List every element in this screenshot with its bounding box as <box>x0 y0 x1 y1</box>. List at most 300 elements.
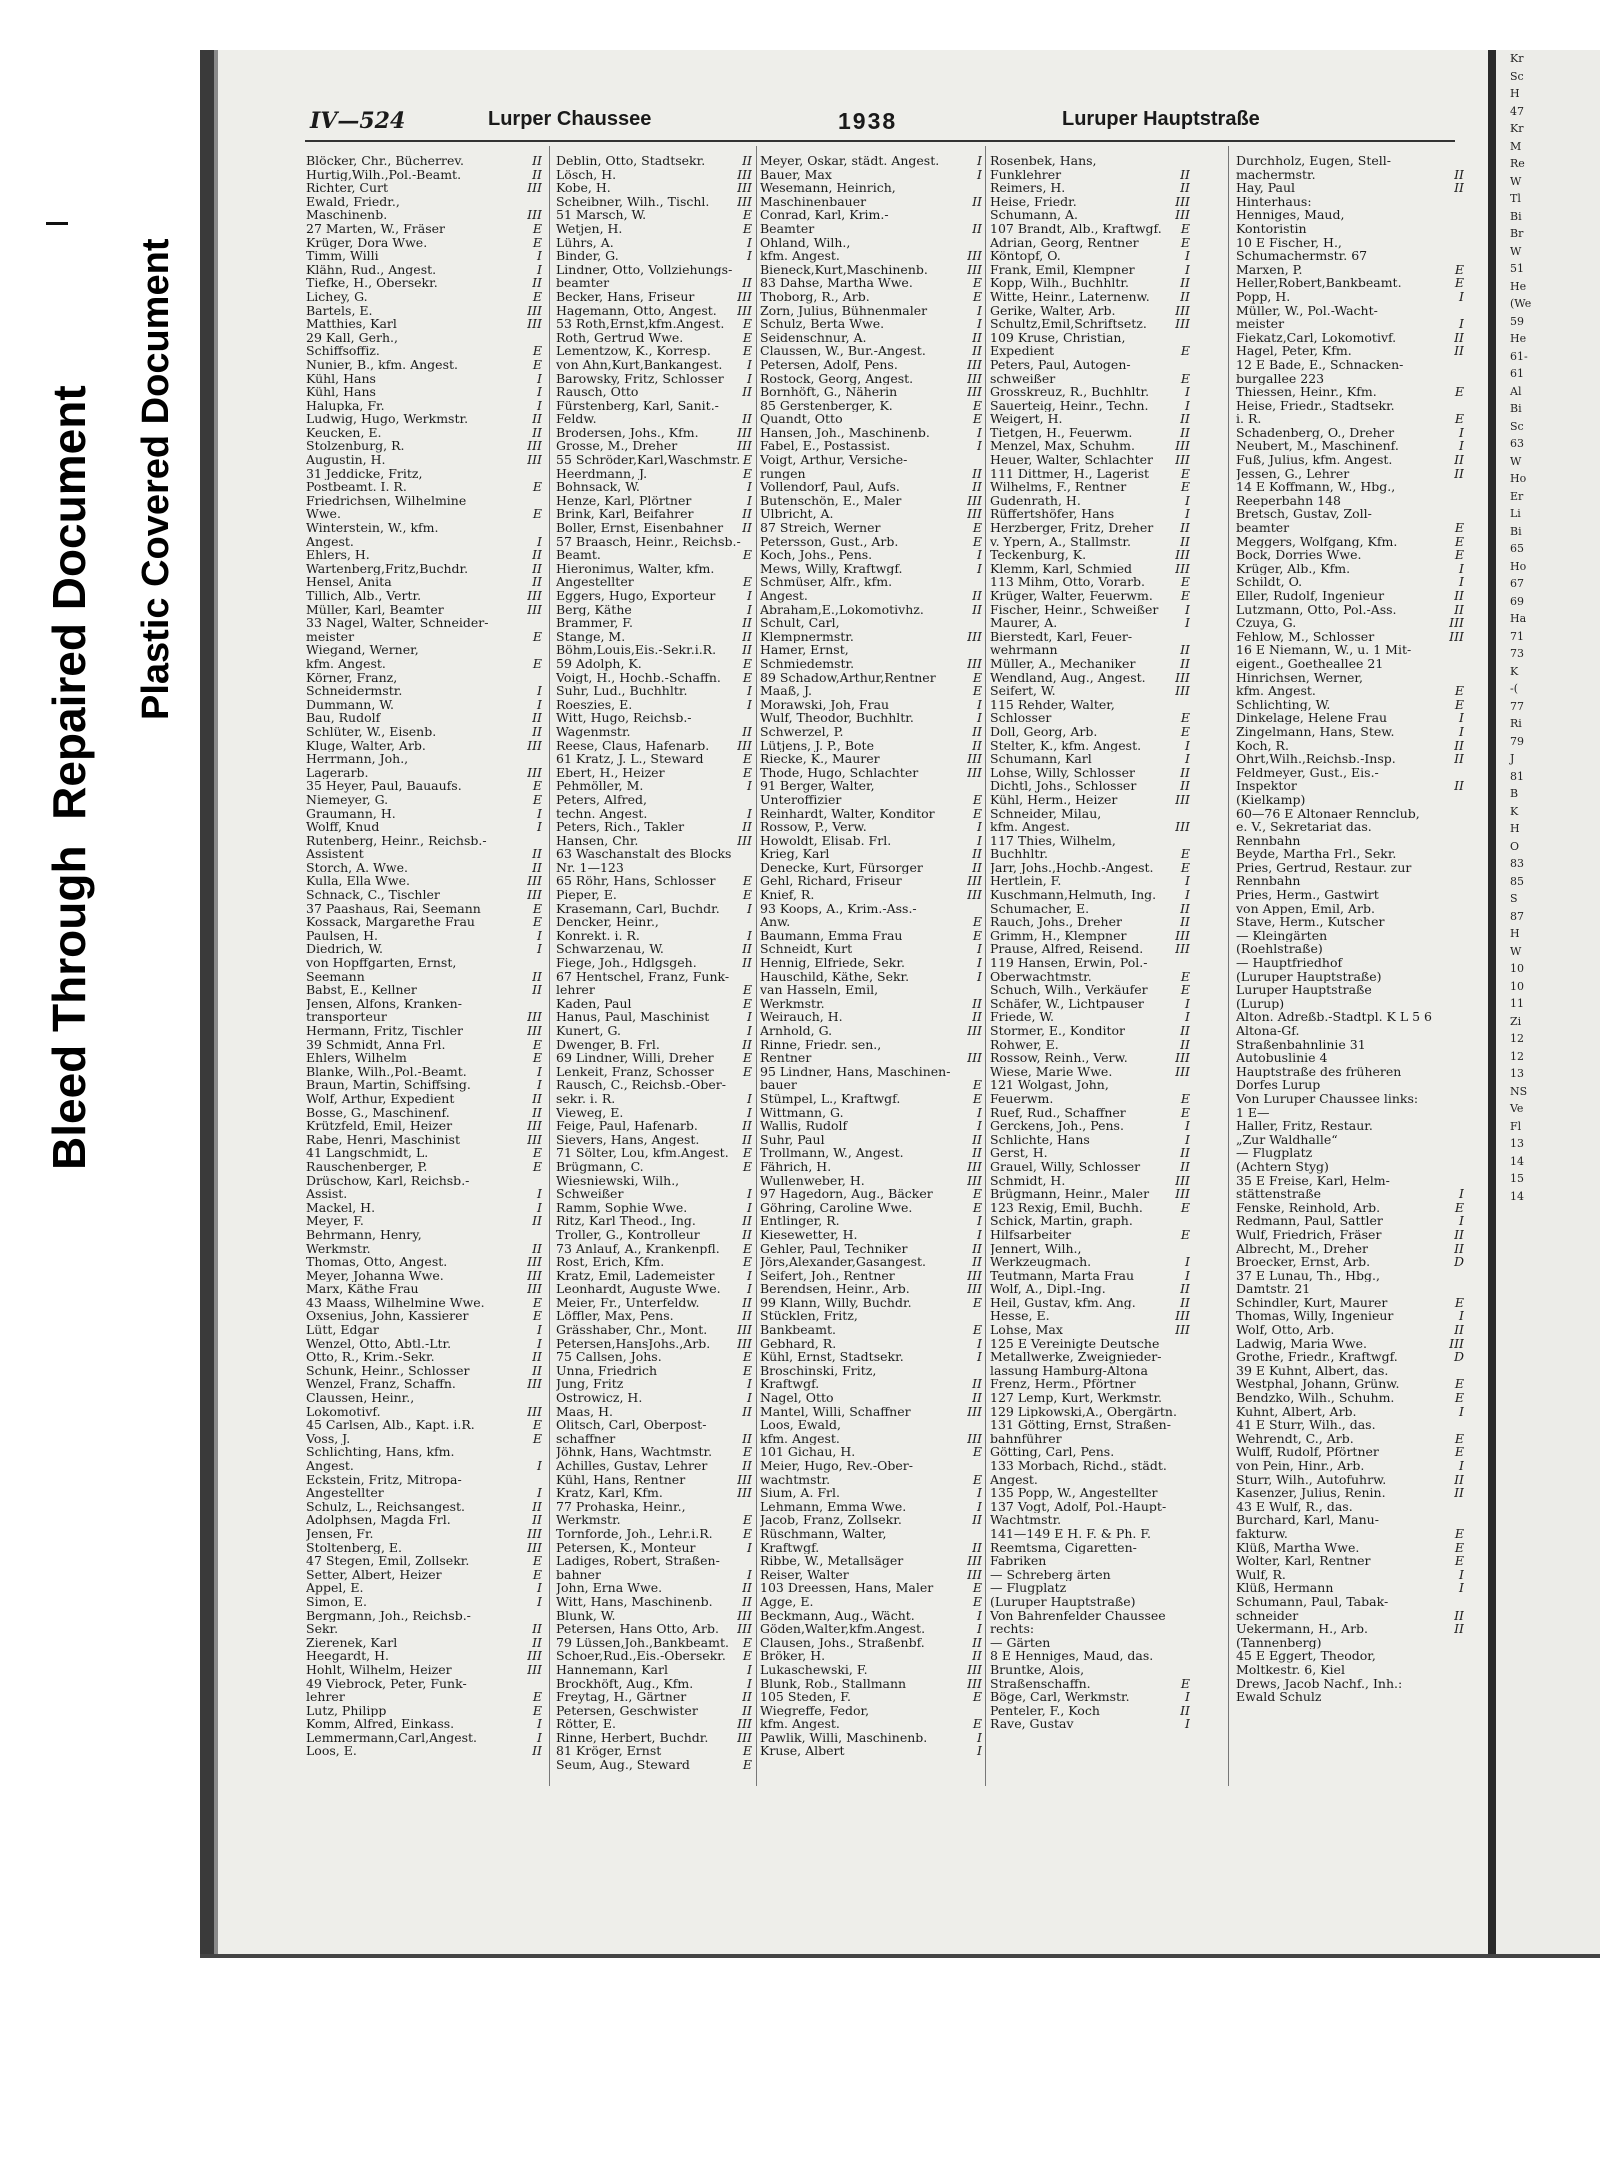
floor-marker: E <box>742 656 752 671</box>
directory-entry <box>556 181 752 195</box>
directory-entry <box>1236 1024 1464 1038</box>
floor-marker: E <box>742 1159 752 1174</box>
floor-marker: E <box>1454 534 1464 549</box>
directory-entry <box>760 1677 982 1691</box>
floor-marker: E <box>972 806 982 821</box>
next-page-strip <box>1496 50 1600 1958</box>
directory-entry <box>1236 630 1464 644</box>
directory-entry <box>760 779 982 793</box>
entry-text: Wehrendt, C., Arb. <box>1236 1431 1354 1446</box>
floor-marker: II <box>532 575 542 589</box>
entry-text: Fürstenberg, Karl, Sanit.- <box>556 398 719 413</box>
floor-marker: E <box>972 1200 982 1215</box>
next-page-fragment: 59 <box>1510 314 1524 328</box>
directory-entry <box>760 739 982 753</box>
entry-text: Heil, Gustav, kfm. Ang. <box>990 1295 1136 1310</box>
directory-entry <box>760 263 982 277</box>
directory-entry <box>990 1459 1190 1473</box>
directory-entry <box>306 1323 542 1337</box>
floor-marker: E <box>1180 711 1190 725</box>
directory-entry <box>760 861 982 875</box>
entry-text: Rennbahn <box>1236 833 1301 848</box>
directory-entry <box>1236 1581 1464 1595</box>
floor-marker: III <box>737 1608 752 1623</box>
floor-marker: I <box>537 1200 542 1215</box>
floor-marker: I <box>747 1187 752 1201</box>
floor-marker: II <box>742 942 752 957</box>
entry-text: Witt, Hans, Maschinenb. <box>556 1594 713 1609</box>
floor-marker: E <box>1454 1200 1464 1215</box>
entry-text: Löffler, Max, Pens. <box>556 1309 674 1324</box>
directory-entry <box>990 1554 1190 1568</box>
entry-text: Rinne, Herbert, Buchdr. <box>556 1730 709 1745</box>
directory-entry <box>990 1038 1190 1052</box>
directory-entry <box>760 507 982 521</box>
entry-text: Friedrichsen, Wilhelmine <box>306 493 467 508</box>
floor-marker: I <box>537 1594 542 1609</box>
directory-entry <box>556 739 752 753</box>
entry-text: Tornforde, Joh., Lehr.i.R. <box>556 1526 713 1541</box>
directory-entry <box>990 1568 1190 1582</box>
entry-text: Schulz, Berta Wwe. <box>760 317 885 331</box>
floor-marker: III <box>967 1159 982 1174</box>
floor-marker: I <box>537 806 542 821</box>
floor-marker: III <box>1175 1309 1190 1324</box>
directory-entry <box>760 195 982 209</box>
entry-text: Kulla, Ella Wwe. <box>306 874 410 889</box>
directory-entry <box>990 1214 1190 1228</box>
entry-text: Ehlers, H. <box>306 548 370 562</box>
directory-entry <box>306 1242 542 1256</box>
directory-entry <box>306 603 542 617</box>
floor-marker: III <box>1175 561 1190 576</box>
floor-marker: II <box>972 1649 982 1663</box>
floor-marker: III <box>527 874 542 889</box>
entry-text: Müller, Karl, Beamter <box>306 602 444 617</box>
entry-text: Schwarzenau, W. <box>556 942 664 957</box>
directory-entry <box>760 372 982 386</box>
entry-text: Gehl, Richard, Friseur <box>760 874 902 889</box>
floor-marker: E <box>532 1295 542 1310</box>
directory-entry <box>306 1038 542 1052</box>
entry-text: von Appen, Emil, Arb. <box>1236 901 1375 916</box>
directory-entry <box>306 181 542 195</box>
entry-text: Popp, H. <box>1236 289 1291 304</box>
floor-marker: II <box>1180 534 1190 549</box>
entry-text: Krüger, Walter, Feuerwm. <box>990 589 1153 603</box>
entry-text: 51 Marsch, W. <box>556 208 647 222</box>
directory-entry <box>990 426 1190 440</box>
entry-text: Expedient <box>990 344 1055 358</box>
floor-marker: E <box>1180 1105 1190 1120</box>
entry-text: wachtmstr. <box>760 1472 831 1487</box>
directory-entry <box>760 983 982 997</box>
directory-entry <box>306 1146 542 1160</box>
entry-text: Ostrowicz, H. <box>556 1391 643 1405</box>
entry-text: Grosse, M., Dreher <box>556 439 678 454</box>
floor-marker: E <box>532 235 542 250</box>
entry-text: Hieronimus, Walter, kfm. <box>556 561 715 576</box>
floor-marker: I <box>1459 1309 1464 1324</box>
entry-text: 41 E Sturr, Wilh., das. <box>1236 1418 1376 1432</box>
directory-entry <box>1236 1038 1464 1052</box>
floor-marker: III <box>967 385 982 399</box>
entry-text: Stelter, K., kfm. Angest. <box>990 738 1142 753</box>
entry-text: Beckmann, Aug., Wächt. <box>760 1608 915 1623</box>
floor-marker: D <box>1453 1255 1464 1269</box>
floor-marker: II <box>972 1255 982 1269</box>
directory-entry <box>556 902 752 916</box>
entry-text: 113 Mihm, Otto, Vorarb. <box>990 575 1146 589</box>
directory-entry <box>760 1242 982 1256</box>
directory-entry <box>556 1445 752 1459</box>
floor-marker: I <box>747 249 752 263</box>
directory-entry <box>556 385 752 399</box>
directory-entry <box>306 616 542 630</box>
directory-entry <box>990 1717 1190 1731</box>
entry-text: Brockhöft, Aug., Kfm. <box>556 1676 694 1691</box>
entry-text: Ladiges, Robert, Straßen- <box>556 1554 720 1568</box>
directory-entry <box>556 426 752 440</box>
floor-marker: E <box>1454 1554 1464 1568</box>
entry-text: Jöhnk, Hans, Wachtmstr. <box>556 1445 713 1459</box>
next-page-fragment: -( <box>1510 682 1519 695</box>
directory-entry <box>556 915 752 929</box>
entry-text: Redmann, Paul, Sattler <box>1236 1214 1383 1228</box>
entry-text: Wolff, Knud <box>306 820 380 834</box>
directory-entry <box>1236 874 1464 888</box>
directory-entry <box>990 1201 1190 1215</box>
directory-entry <box>306 1214 542 1228</box>
directory-entry <box>990 1337 1190 1351</box>
floor-marker: II <box>532 425 542 440</box>
directory-entry <box>556 1677 752 1691</box>
directory-entry <box>1236 929 1464 943</box>
directory-entry <box>760 222 982 236</box>
directory-entry <box>556 1038 752 1052</box>
floor-marker: II <box>972 466 982 481</box>
entry-text: Wiegand, Werner, <box>306 643 419 657</box>
floor-marker: E <box>1180 575 1190 589</box>
column-divider <box>549 146 550 1786</box>
directory-entry <box>760 1649 982 1663</box>
entry-text: Voss, J. <box>306 1431 351 1446</box>
entry-text: 49 Viebrock, Peter, Funk- <box>306 1676 467 1691</box>
entry-text: Kontoristin <box>1236 221 1307 236</box>
floor-marker: II <box>742 1703 752 1718</box>
floor-marker: I <box>747 1391 752 1405</box>
floor-marker: II <box>532 983 542 997</box>
directory-entry <box>760 711 982 725</box>
next-page-fragment: Fl <box>1510 1119 1522 1133</box>
directory-entry <box>556 439 752 453</box>
next-page-fragment: 10 <box>1510 962 1524 975</box>
floor-marker: E <box>532 1037 542 1052</box>
directory-entry <box>1236 1541 1464 1555</box>
entry-text: Wachtmstr. <box>990 1513 1062 1527</box>
directory-entry <box>1236 915 1464 929</box>
entry-text: Frank, Emil, Klempner <box>990 262 1135 277</box>
next-page-fragment: He <box>1510 279 1527 293</box>
entry-text: Jung, Fritz <box>556 1377 624 1392</box>
directory-entry <box>1236 290 1464 304</box>
floor-marker: III <box>1449 1336 1464 1351</box>
floor-marker: III <box>737 1323 752 1337</box>
entry-text: Westphal, Johann, Grünw. <box>1236 1377 1400 1392</box>
floor-marker: II <box>1180 289 1190 304</box>
directory-entry <box>990 929 1190 943</box>
floor-marker: E <box>1180 983 1190 997</box>
directory-entry <box>760 1309 982 1323</box>
directory-entry <box>1236 548 1464 562</box>
next-page-fragment: 12 <box>1510 1049 1524 1063</box>
directory-entry <box>990 1609 1190 1623</box>
entry-text: Albrecht, M., Dreher <box>1236 1241 1368 1256</box>
floor-marker: I <box>977 1119 982 1133</box>
directory-entry <box>556 1010 752 1024</box>
floor-marker: E <box>1180 724 1190 739</box>
directory-entry <box>306 1377 542 1391</box>
floor-marker: I <box>537 1717 542 1731</box>
directory-entry <box>306 888 542 902</box>
floor-marker: I <box>747 1676 752 1691</box>
floor-marker: I <box>537 371 542 386</box>
directory-entry <box>1236 1473 1464 1487</box>
floor-marker: III <box>527 1377 542 1392</box>
directory-entry <box>556 1636 752 1650</box>
directory-entry <box>306 304 542 318</box>
floor-marker: III <box>737 1622 752 1636</box>
entry-text: Kühl, Ernst, Stadtsekr. <box>760 1350 904 1364</box>
directory-entry <box>1236 439 1464 453</box>
entry-text: Braun, Martin, Schiffsing. <box>306 1078 471 1092</box>
directory-entry <box>990 1106 1190 1120</box>
entry-text: Dummann, W. <box>306 697 394 712</box>
entry-text: Beamter <box>760 221 815 236</box>
entry-text: Fehlow, M., Schlosser <box>1236 629 1375 644</box>
entry-text: Lukaschewski, F. <box>760 1662 868 1677</box>
floor-marker: II <box>742 1132 752 1147</box>
floor-marker: III <box>967 1282 982 1296</box>
directory-entry <box>306 1445 542 1459</box>
entry-text: Schiffsoffiz. <box>306 344 380 358</box>
entry-text: Hanus, Paul, Maschinist <box>556 1010 710 1024</box>
entry-text: Schneidermstr. <box>306 684 403 698</box>
directory-entry <box>1236 1622 1464 1636</box>
directory-entry <box>1236 494 1464 508</box>
entry-text: Schildt, O. <box>1236 575 1303 589</box>
directory-entry <box>1236 1432 1464 1446</box>
entry-text: Tietgen, H., Feuerwm. <box>990 425 1133 440</box>
next-page-fragment: 61- <box>1510 349 1528 363</box>
directory-entry <box>556 1065 752 1079</box>
page-inner-edge <box>214 50 218 1958</box>
directory-entry <box>990 847 1190 861</box>
floor-marker: II <box>1454 453 1464 467</box>
entry-text: 77 Prohaska, Heinr., <box>556 1499 686 1514</box>
directory-entry <box>760 1568 982 1582</box>
directory-entry <box>990 181 1190 195</box>
directory-entry <box>556 1704 752 1718</box>
directory-entry <box>556 1309 752 1323</box>
entry-text: Hesse, E. <box>990 1309 1050 1324</box>
directory-entry <box>760 956 982 970</box>
directory-entry <box>556 888 752 902</box>
entry-text: Hansen, Joh., Maschinenb. <box>760 425 930 440</box>
floor-marker: II <box>1454 330 1464 345</box>
entry-text: Reinhardt, Walter, Konditor <box>760 806 935 821</box>
entry-text: Dorfes Lurup <box>1236 1078 1321 1092</box>
floor-marker: II <box>1180 181 1190 195</box>
directory-entry <box>760 1704 982 1718</box>
floor-marker: II <box>1454 779 1464 793</box>
directory-entry <box>760 1418 982 1432</box>
floor-marker: E <box>742 453 752 467</box>
directory-entry <box>306 399 542 413</box>
floor-marker: I <box>1185 1255 1190 1269</box>
directory-entry <box>990 630 1190 644</box>
entry-text: techn. Angest. <box>556 806 648 821</box>
floor-marker: III <box>967 1662 982 1677</box>
entry-text: Maschinenb. <box>306 208 388 222</box>
floor-marker: III <box>1175 1173 1190 1188</box>
entry-text: Prause, Alfred, Reisend. <box>990 942 1144 957</box>
next-page-fragment: Br <box>1510 227 1524 240</box>
floor-marker: E <box>742 1445 752 1459</box>
directory-entry <box>760 1445 982 1459</box>
entry-text: Voigt, H., Hochb.-Schaffn. <box>556 670 721 685</box>
next-page-fragment: Er <box>1510 489 1524 503</box>
entry-text: 135 Popp, W., Angestellter <box>990 1486 1158 1500</box>
entry-text: meister <box>306 629 355 644</box>
directory-entry <box>760 236 982 250</box>
entry-text: Suhr, Paul <box>760 1132 825 1147</box>
directory-entry <box>990 1690 1190 1704</box>
floor-marker: E <box>742 1064 752 1079</box>
floor-marker: III <box>527 765 542 780</box>
directory-entry <box>1236 1242 1464 1256</box>
directory-entry <box>760 766 982 780</box>
directory-entry <box>556 1541 752 1555</box>
entry-text: Bergmann, Joh., Reichsb.- <box>306 1608 471 1623</box>
entry-text: Angest. <box>306 534 354 549</box>
entry-text: Berendsen, Heinr., Arb. <box>760 1282 910 1296</box>
directory-entry <box>1236 847 1464 861</box>
entry-text: 107 Brandt, Alb., Kraftwgf. <box>990 221 1162 236</box>
entry-text: Fabriken <box>990 1554 1047 1568</box>
directory-entry <box>990 1473 1190 1487</box>
entry-text: 53 Roth,Ernst,kfm.Angest. <box>556 317 725 331</box>
entry-text: Pehmöller, M. <box>556 779 644 793</box>
floor-marker: III <box>967 507 982 522</box>
directory-entry <box>1236 997 1464 1011</box>
entry-text: Peters, Paul, Autogen- <box>990 357 1131 372</box>
floor-marker: E <box>1180 235 1190 250</box>
entry-text: Stümpel, L., Kraftwgf. <box>760 1091 901 1106</box>
entry-text: 127 Lemp, Kurt, Werkmstr. <box>990 1391 1163 1405</box>
floor-marker: E <box>1454 385 1464 399</box>
entry-text: 109 Kruse, Christian, <box>990 330 1126 345</box>
directory-entry <box>990 1065 1190 1079</box>
entry-text: Bruntke, Alois, <box>990 1662 1085 1677</box>
floor-marker: I <box>747 1540 752 1555</box>
entry-text: Lütjens, J. P., Bote <box>760 738 874 753</box>
floor-marker: III <box>527 453 542 467</box>
floor-marker: I <box>537 928 542 943</box>
entry-text: Reemtsma, Cigaretten- <box>990 1540 1137 1555</box>
floor-marker: II <box>742 1690 752 1704</box>
directory-entry <box>990 820 1190 834</box>
directory-entry <box>990 507 1190 521</box>
floor-marker: III <box>737 289 752 304</box>
entry-text: Henze, Karl, Plörtner <box>556 493 692 508</box>
floor-marker: II <box>742 1309 752 1324</box>
entry-text: Hagel, Peter, Kfm. <box>1236 344 1352 358</box>
directory-entry <box>306 1309 542 1323</box>
directory-entry <box>760 1228 982 1242</box>
next-page-fragment: Ho <box>1510 472 1527 485</box>
entry-text: e. V., Sekretariat das. <box>1236 820 1372 834</box>
directory-entry <box>306 861 542 875</box>
entry-text: Meyer, F. <box>306 1214 364 1228</box>
directory-entry <box>990 263 1190 277</box>
directory-entry <box>306 317 542 331</box>
entry-text: Trollmann, W., Angest. <box>760 1146 904 1160</box>
entry-text: Frenz, Herm., Pförtner <box>990 1377 1136 1392</box>
directory-entry <box>1236 1418 1464 1432</box>
entry-text: Butenschön, E., Maler <box>760 493 902 508</box>
floor-marker: III <box>1175 670 1190 685</box>
entry-text: Maaß, J. <box>760 684 813 698</box>
entry-text: Barowsky, Fritz, Schlosser <box>556 371 724 386</box>
entry-text: Lenkeit, Franz, Schosser <box>556 1064 714 1079</box>
entry-text: Klüß, Hermann <box>1236 1581 1334 1595</box>
entry-text: Ritz, Karl Theod., Ing. <box>556 1214 696 1228</box>
floor-marker: III <box>737 167 752 182</box>
floor-marker: I <box>747 1567 752 1582</box>
floor-marker: II <box>742 507 752 522</box>
directory-entry <box>306 1133 542 1147</box>
directory-entry <box>990 467 1190 481</box>
floor-marker: E <box>1454 1526 1464 1541</box>
entry-text: 137 Vogt, Adolf, Pol.-Haupt- <box>990 1499 1167 1514</box>
entry-text: 93 Koops, A., Krim.-Ass.- <box>760 901 917 916</box>
directory-entry <box>306 249 542 263</box>
floor-marker: II <box>972 1391 982 1405</box>
entry-text: Krüger, Dora Wwe. <box>306 235 428 250</box>
floor-marker: II <box>742 412 752 426</box>
entry-text: Suhr, Lud., Buchhltr. <box>556 684 688 698</box>
floor-marker: III <box>967 1173 982 1188</box>
floor-marker: III <box>527 439 542 454</box>
entry-text: Boller, Ernst, Eisenbahner <box>556 521 724 535</box>
directory-entry <box>760 1432 982 1446</box>
floor-marker: III <box>1175 453 1190 467</box>
floor-marker: E <box>972 928 982 943</box>
directory-entry <box>990 548 1190 562</box>
directory-entry <box>556 208 752 222</box>
entry-text: Lichey, G. <box>306 289 368 304</box>
entry-text: Sievers, Hans, Angest. <box>556 1132 700 1147</box>
entry-text: von Hopffgarten, Ernst, <box>306 956 457 970</box>
floor-marker: II <box>532 847 542 861</box>
floor-marker: III <box>967 357 982 372</box>
entry-text: Loos, Ewald, <box>760 1418 841 1432</box>
entry-text: Tillich, Alb., Vertr. <box>306 589 422 603</box>
entry-text: 83 Dahse, Martha Wwe. <box>760 276 913 290</box>
directory-entry <box>760 1065 982 1079</box>
entry-text: Koch, R. <box>1236 738 1289 753</box>
